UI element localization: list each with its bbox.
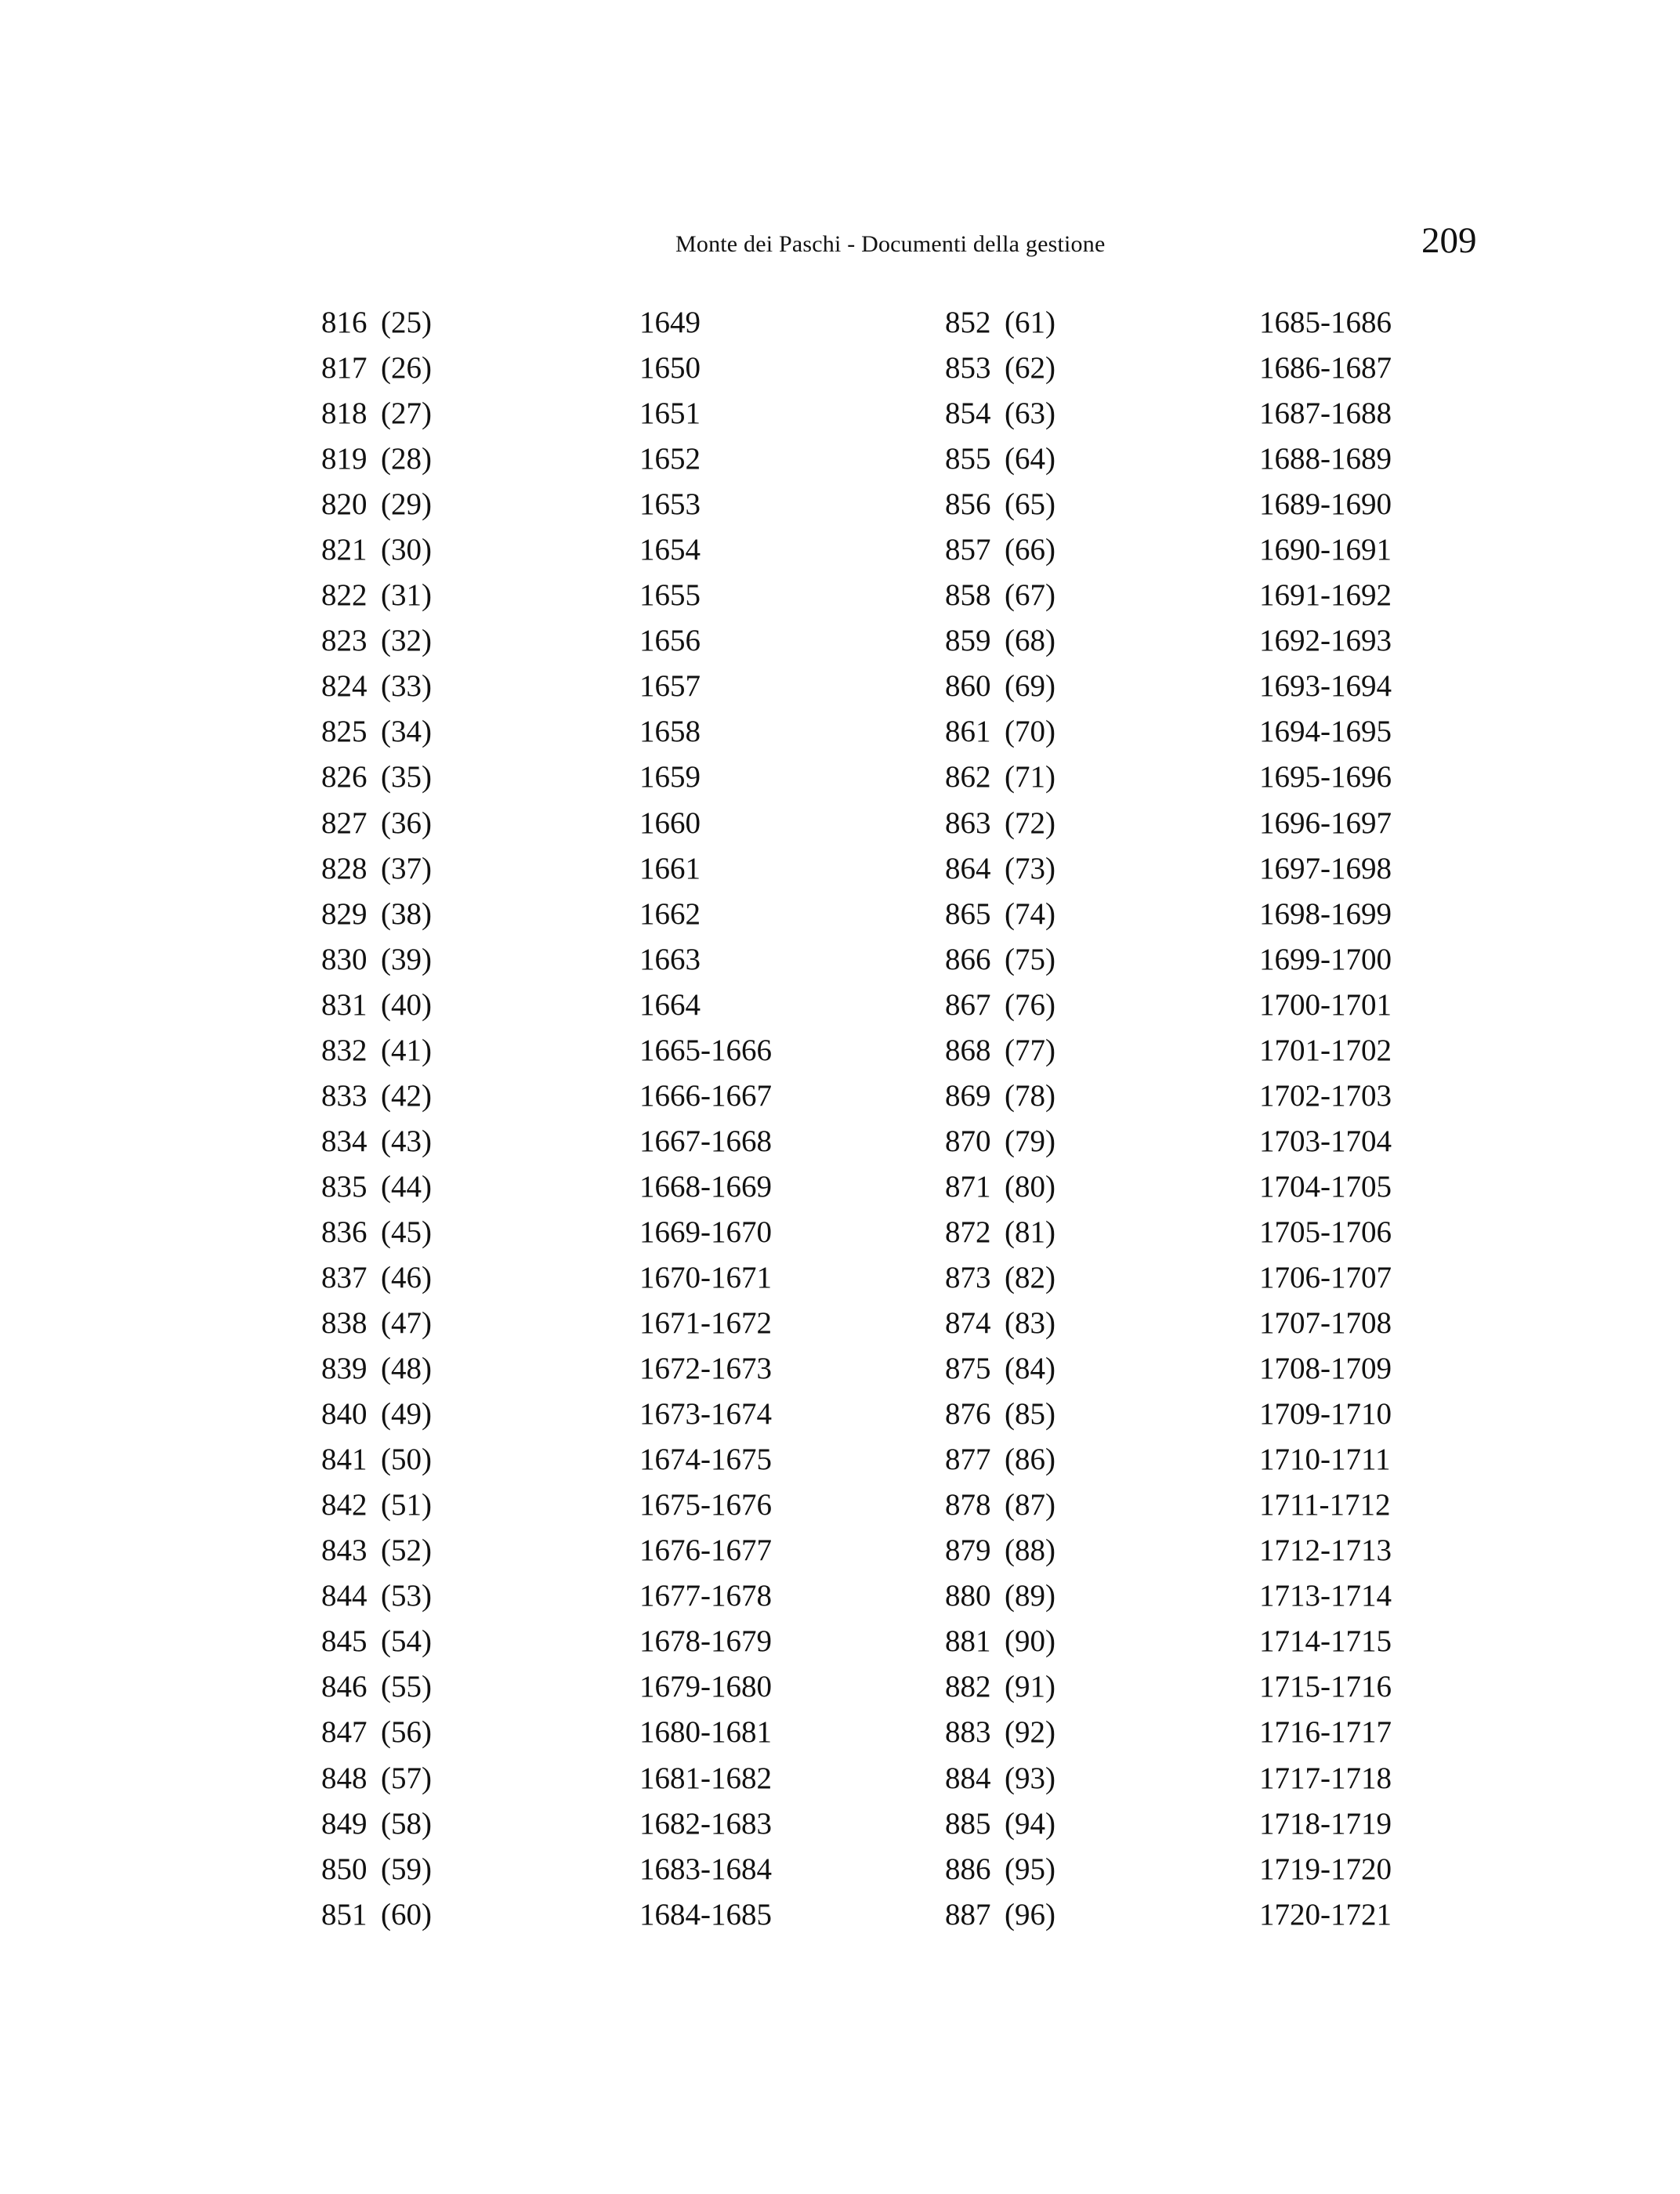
year-range-cell: 1694-1695: [1259, 715, 1392, 749]
year-range-cell: 1653: [639, 487, 701, 522]
inventory-number-cell: 823 (32): [321, 624, 432, 658]
year-range-cell: 1714-1715: [1259, 1624, 1392, 1659]
year-range-cell: 1670-1671: [639, 1260, 772, 1294]
inventory-number-cell: 864 (73): [945, 851, 1055, 885]
inventory-number-cell: 850 (59): [321, 1852, 432, 1886]
year-range-cell: 1666-1667: [639, 1078, 772, 1113]
year-range-cell: 1663: [639, 942, 701, 976]
inventory-number-cell: 849 (58): [321, 1806, 432, 1841]
inventory-number-cell: 835 (44): [321, 1169, 432, 1204]
inventory-number-cell: 843 (52): [321, 1533, 432, 1568]
inventory-number-cell: 866 (75): [945, 942, 1055, 976]
inventory-number-cell: 819 (28): [321, 442, 432, 476]
inventory-number-cell: 844 (53): [321, 1579, 432, 1613]
inventory-number-cell: 846 (55): [321, 1670, 432, 1704]
year-range-cell: 1674-1675: [639, 1443, 772, 1477]
inventory-number-cell: 820 (29): [321, 487, 432, 522]
inventory-number-cell: 829 (38): [321, 896, 432, 931]
inventory-number-cell: 845 (54): [321, 1624, 432, 1659]
inventory-number-cell: 842 (51): [321, 1488, 432, 1522]
inventory-number-cell: 857 (66): [945, 533, 1055, 567]
year-range-cell: 1695-1696: [1259, 760, 1392, 795]
inventory-number-cell: 848 (57): [321, 1761, 432, 1795]
year-range-cell: 1704-1705: [1259, 1169, 1392, 1204]
year-range-cell: 1651: [639, 396, 701, 431]
year-range-cell: 1658: [639, 715, 701, 749]
year-range-cell: 1693-1694: [1259, 669, 1392, 704]
year-range-cell: 1691-1692: [1259, 578, 1392, 613]
inventory-number-cell: 873 (82): [945, 1260, 1055, 1294]
inventory-number-cell: 877 (86): [945, 1443, 1055, 1477]
year-range-cell: 1697-1698: [1259, 851, 1392, 885]
inventory-number-cell: 841 (50): [321, 1443, 432, 1477]
right-year-column: [1259, 300, 1392, 1938]
inventory-number-cell: 838 (47): [321, 1306, 432, 1341]
inventory-number-cell: 869 (78): [945, 1078, 1055, 1113]
year-range-cell: 1681-1682: [639, 1761, 772, 1795]
year-range-cell: 1676-1677: [639, 1533, 772, 1568]
inventory-number-cell: 852 (61): [945, 306, 1055, 339]
inventory-number-cell: 887 (96): [945, 1897, 1055, 1932]
year-range-cell: 1656: [639, 624, 701, 658]
inventory-number-cell: 868 (77): [945, 1033, 1055, 1067]
year-range-cell: 1702-1703: [1259, 1078, 1392, 1113]
year-range-cell: 1652: [639, 442, 701, 476]
inventory-number-cell: 867 (76): [945, 987, 1055, 1022]
inventory-number-cell: 839 (48): [321, 1352, 432, 1386]
year-range-cell: 1711-1712: [1259, 1488, 1391, 1522]
year-range-cell: 1715-1716: [1259, 1670, 1392, 1704]
year-range-cell: 1687-1688: [1259, 396, 1392, 431]
year-range-cell: 1683-1684: [639, 1852, 772, 1886]
left-year-column: [639, 300, 772, 1938]
year-range-cell: 1659: [639, 760, 701, 795]
year-range-cell: 1682-1683: [639, 1806, 772, 1841]
year-range-cell: 1649: [639, 306, 701, 339]
inventory-number-cell: 885 (94): [945, 1806, 1055, 1841]
inventory-number-cell: 876 (85): [945, 1397, 1055, 1432]
inventory-number-cell: 872 (81): [945, 1215, 1055, 1249]
inventory-number-cell: 858 (67): [945, 578, 1055, 613]
inventory-number-cell: 870 (79): [945, 1124, 1055, 1158]
inventory-number-cell: 883 (92): [945, 1715, 1055, 1750]
year-range-cell: 1669-1670: [639, 1215, 772, 1249]
year-range-cell: 1680-1681: [639, 1715, 772, 1750]
inventory-number-cell: 836 (45): [321, 1215, 432, 1249]
inventory-number-cell: 859 (68): [945, 624, 1055, 658]
year-range-cell: 1706-1707: [1259, 1260, 1392, 1294]
year-range-cell: 1696-1697: [1259, 806, 1392, 840]
year-range-cell: 1678-1679: [639, 1624, 772, 1659]
year-range-cell: 1685-1686: [1259, 306, 1392, 339]
inventory-number-cell: 854 (63): [945, 396, 1055, 431]
inventory-number-cell: 851 (60): [321, 1897, 432, 1932]
inventory-number-cell: 855 (64): [945, 442, 1055, 476]
year-range-cell: 1664: [639, 987, 701, 1022]
inventory-number-cell: 862 (71): [945, 760, 1055, 795]
inventory-number-cell: 874 (83): [945, 1306, 1055, 1341]
inventory-number-cell: 834 (43): [321, 1124, 432, 1158]
inventory-number-cell: 828 (37): [321, 851, 432, 885]
inventory-number-cell: 830 (39): [321, 942, 432, 976]
year-range-cell: 1677-1678: [639, 1579, 772, 1613]
page-number: 209: [1421, 220, 1477, 261]
inventory-number-cell: 833 (42): [321, 1078, 432, 1113]
year-range-cell: 1686-1687: [1259, 351, 1392, 386]
year-range-cell: 1713-1714: [1259, 1579, 1392, 1613]
year-range-cell: 1688-1689: [1259, 442, 1392, 476]
running-head: Monte dei Paschi - Documenti della gestione: [675, 231, 1106, 257]
year-range-cell: 1690-1691: [1259, 533, 1392, 567]
year-range-cell: 1701-1702: [1259, 1033, 1392, 1067]
inventory-number-cell: 826 (35): [321, 760, 432, 795]
inventory-number-cell: 817 (26): [321, 351, 432, 386]
year-range-cell: 1689-1690: [1259, 487, 1392, 522]
year-range-cell: 1708-1709: [1259, 1352, 1392, 1386]
year-range-cell: 1668-1669: [639, 1169, 772, 1204]
inventory-number-cell: 863 (72): [945, 806, 1055, 840]
inventory-number-cell: 880 (89): [945, 1579, 1055, 1613]
year-range-cell: 1684-1685: [639, 1897, 772, 1932]
year-range-cell: 1716-1717: [1259, 1715, 1392, 1750]
inventory-number-cell: 878 (87): [945, 1488, 1055, 1522]
year-range-cell: 1650: [639, 351, 701, 386]
year-range-cell: 1710-1711: [1259, 1443, 1391, 1477]
year-range-cell: 1705-1706: [1259, 1215, 1392, 1249]
inventory-number-cell: 875 (84): [945, 1352, 1055, 1386]
year-range-cell: 1717-1718: [1259, 1761, 1392, 1795]
year-range-cell: 1671-1672: [639, 1306, 772, 1341]
inventory-number-cell: 882 (91): [945, 1670, 1055, 1704]
year-range-cell: 1662: [639, 896, 701, 931]
year-range-cell: 1700-1701: [1259, 987, 1392, 1022]
year-range-cell: 1707-1708: [1259, 1306, 1392, 1341]
year-range-cell: 1654: [639, 533, 701, 567]
inventory-number-cell: 818 (27): [321, 396, 432, 431]
inventory-number-cell: 881 (90): [945, 1624, 1055, 1659]
inventory-number-cell: 831 (40): [321, 987, 432, 1022]
year-range-cell: 1720-1721: [1259, 1897, 1392, 1932]
inventory-number-cell: 837 (46): [321, 1260, 432, 1294]
inventory-number-cell: 832 (41): [321, 1033, 432, 1067]
year-range-cell: 1667-1668: [639, 1124, 772, 1158]
inventory-number-cell: 879 (88): [945, 1533, 1055, 1568]
right-number-column: [945, 300, 1055, 1938]
inventory-number-cell: 853 (62): [945, 351, 1055, 386]
inventory-number-cell: 824 (33): [321, 669, 432, 704]
inventory-number-cell: 827 (36): [321, 806, 432, 840]
inventory-number-cell: 825 (34): [321, 715, 432, 749]
inventory-number-cell: 821 (30): [321, 533, 432, 567]
inventory-number-cell: 860 (69): [945, 669, 1055, 704]
inventory-number-cell: 822 (31): [321, 578, 432, 613]
year-range-cell: 1709-1710: [1259, 1397, 1392, 1432]
year-range-cell: 1692-1693: [1259, 624, 1392, 658]
inventory-number-cell: 840 (49): [321, 1397, 432, 1432]
inventory-number-cell: 847 (56): [321, 1715, 432, 1750]
year-range-cell: 1660: [639, 806, 701, 840]
inventory-number-cell: 886 (95): [945, 1852, 1055, 1886]
inventory-number-cell: 861 (70): [945, 715, 1055, 749]
inventory-number-cell: 884 (93): [945, 1761, 1055, 1795]
year-range-cell: 1699-1700: [1259, 942, 1392, 976]
year-range-cell: 1712-1713: [1259, 1533, 1392, 1568]
year-range-cell: 1718-1719: [1259, 1806, 1392, 1841]
year-range-cell: 1719-1720: [1259, 1852, 1392, 1886]
year-range-cell: 1675-1676: [639, 1488, 772, 1522]
year-range-cell: 1679-1680: [639, 1670, 772, 1704]
year-range-cell: 1672-1673: [639, 1352, 772, 1386]
inventory-number-cell: 856 (65): [945, 487, 1055, 522]
inventory-number-cell: 871 (80): [945, 1169, 1055, 1204]
year-range-cell: 1657: [639, 669, 701, 704]
inventory-number-cell: 865 (74): [945, 896, 1055, 931]
year-range-cell: 1703-1704: [1259, 1124, 1392, 1158]
year-range-cell: 1673-1674: [639, 1397, 772, 1432]
year-range-cell: 1661: [639, 851, 701, 885]
left-number-column: [321, 300, 432, 1938]
inventory-number-cell: 816 (25): [321, 306, 432, 339]
year-range-cell: 1655: [639, 578, 701, 613]
year-range-cell: 1665-1666: [639, 1033, 772, 1067]
year-range-cell: 1698-1699: [1259, 896, 1392, 931]
